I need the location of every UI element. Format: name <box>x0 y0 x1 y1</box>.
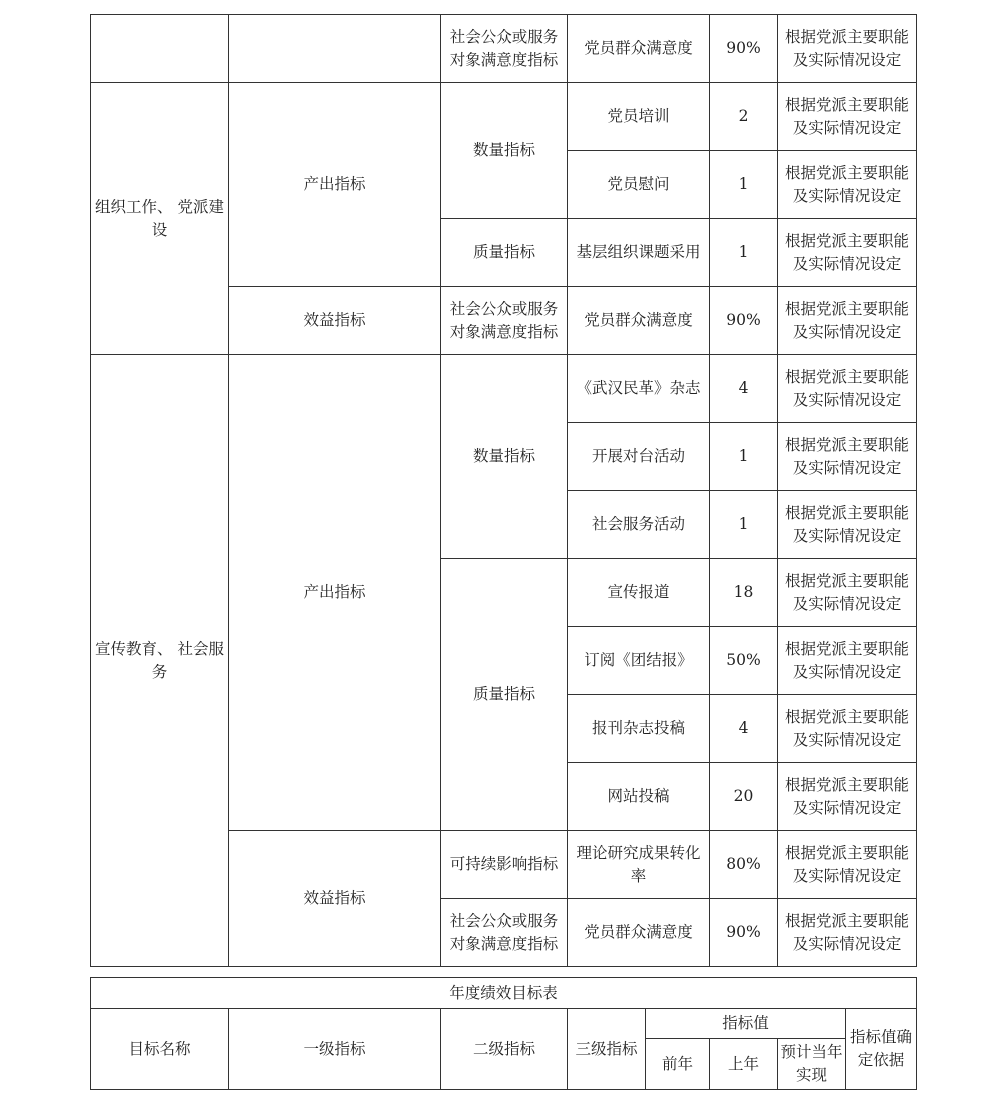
basis-cell: 根据党派主要职能及实际情况设定 <box>778 83 917 151</box>
value-cell: 18 <box>710 559 778 627</box>
header-indicator-value: 指标值 <box>646 1009 846 1039</box>
table-title: 年度绩效目标表 <box>91 978 917 1009</box>
level2-cell: 社会公众或服务对象满意度指标 <box>441 15 568 83</box>
level2-cell: 可持续影响指标 <box>441 831 568 899</box>
indicator-cell: 宣传报道 <box>568 559 710 627</box>
value-cell: 80% <box>710 831 778 899</box>
basis-cell: 根据党派主要职能及实际情况设定 <box>778 899 917 967</box>
basis-cell: 根据党派主要职能及实际情况设定 <box>778 287 917 355</box>
value-cell: 2 <box>710 83 778 151</box>
level2-cell: 社会公众或服务对象满意度指标 <box>441 899 568 967</box>
level2-cell: 质量指标 <box>441 559 568 831</box>
value-cell: 50% <box>710 627 778 695</box>
level1-cell <box>229 15 441 83</box>
target-name-cell: 组织工作、 党派建设 <box>91 83 229 355</box>
value-cell: 4 <box>710 695 778 763</box>
header-expected: 预计当年实现 <box>778 1039 846 1090</box>
target-name-cell: 宣传教育、 社会服务 <box>91 355 229 967</box>
basis-cell: 根据党派主要职能及实际情况设定 <box>778 423 917 491</box>
value-cell: 20 <box>710 763 778 831</box>
table-title-row <box>91 978 917 1009</box>
value-cell: 90% <box>710 15 778 83</box>
level2-cell: 社会公众或服务对象满意度指标 <box>441 287 568 355</box>
value-cell: 1 <box>710 219 778 287</box>
indicator-cell: 基层组织课题采用 <box>568 219 710 287</box>
header-target-name: 目标名称 <box>91 1009 229 1090</box>
table-row <box>91 83 917 151</box>
table-row <box>91 15 917 83</box>
indicator-cell: 党员培训 <box>568 83 710 151</box>
header-last-year: 上年 <box>710 1039 778 1090</box>
basis-cell: 根据党派主要职能及实际情况设定 <box>778 355 917 423</box>
level2-cell: 质量指标 <box>441 219 568 287</box>
header-prev-year: 前年 <box>646 1039 710 1090</box>
basis-cell: 根据党派主要职能及实际情况设定 <box>778 559 917 627</box>
annual-target-table-header <box>90 977 917 1090</box>
basis-cell: 根据党派主要职能及实际情况设定 <box>778 491 917 559</box>
indicator-cell: 理论研究成果转化率 <box>568 831 710 899</box>
level1-cell: 效益指标 <box>229 287 441 355</box>
indicator-cell: 社会服务活动 <box>568 491 710 559</box>
basis-cell: 根据党派主要职能及实际情况设定 <box>778 15 917 83</box>
indicator-cell: 网站投稿 <box>568 763 710 831</box>
performance-table <box>90 14 917 967</box>
indicator-cell: 党员群众满意度 <box>568 287 710 355</box>
basis-cell: 根据党派主要职能及实际情况设定 <box>778 219 917 287</box>
level2-cell: 数量指标 <box>441 355 568 559</box>
level1-cell: 效益指标 <box>229 831 441 967</box>
indicator-cell: 《武汉民革》杂志 <box>568 355 710 423</box>
value-cell: 1 <box>710 423 778 491</box>
table-row <box>91 355 917 423</box>
header-level2: 二级指标 <box>441 1009 568 1090</box>
basis-cell: 根据党派主要职能及实际情况设定 <box>778 695 917 763</box>
basis-cell: 根据党派主要职能及实际情况设定 <box>778 831 917 899</box>
header-row <box>91 1009 917 1039</box>
basis-cell: 根据党派主要职能及实际情况设定 <box>778 763 917 831</box>
value-cell: 4 <box>710 355 778 423</box>
value-cell: 1 <box>710 151 778 219</box>
indicator-cell: 报刊杂志投稿 <box>568 695 710 763</box>
level2-cell: 数量指标 <box>441 83 568 219</box>
value-cell: 1 <box>710 491 778 559</box>
header-basis: 指标值确定依据 <box>846 1009 917 1090</box>
header-level1: 一级指标 <box>229 1009 441 1090</box>
indicator-cell: 党员群众满意度 <box>568 899 710 967</box>
value-cell: 90% <box>710 899 778 967</box>
basis-cell: 根据党派主要职能及实际情况设定 <box>778 151 917 219</box>
indicator-cell: 党员群众满意度 <box>568 15 710 83</box>
basis-cell: 根据党派主要职能及实际情况设定 <box>778 627 917 695</box>
indicator-cell: 开展对台活动 <box>568 423 710 491</box>
target-name-cell <box>91 15 229 83</box>
level1-cell: 产出指标 <box>229 355 441 831</box>
indicator-cell: 党员慰问 <box>568 151 710 219</box>
value-cell: 90% <box>710 287 778 355</box>
indicator-cell: 订阅《团结报》 <box>568 627 710 695</box>
header-level3: 三级指标 <box>568 1009 646 1090</box>
level1-cell: 产出指标 <box>229 83 441 287</box>
